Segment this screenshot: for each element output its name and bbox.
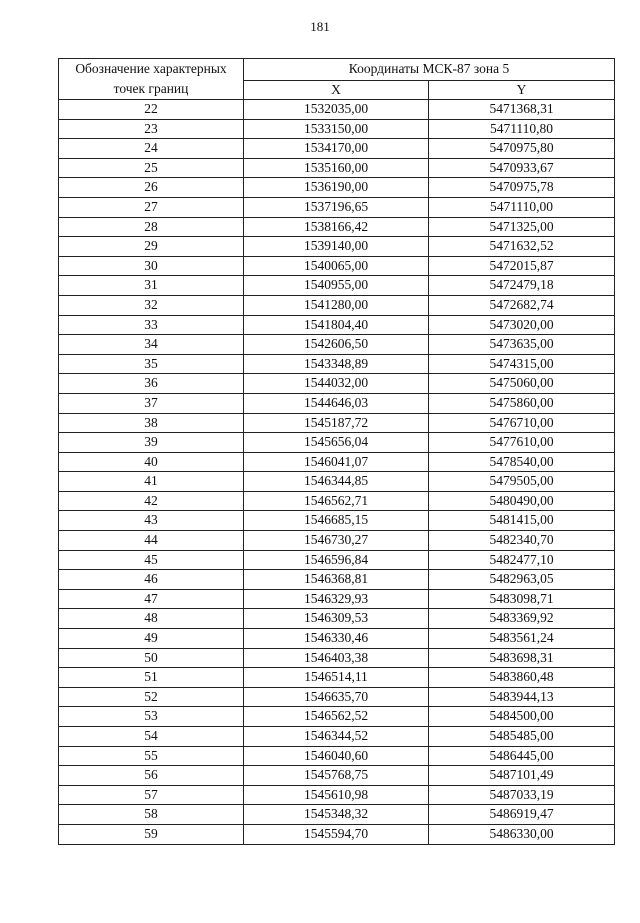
table-row	[59, 727, 615, 747]
x-coordinate-cell: 1546635,70	[244, 687, 429, 707]
y-coordinate-cell: 5483369,92	[429, 609, 615, 629]
table-row	[59, 805, 615, 825]
table-row	[59, 139, 615, 159]
y-coordinate-cell: 5480490,00	[429, 491, 615, 511]
table-row	[59, 766, 615, 786]
x-coordinate-cell: 1546344,85	[244, 472, 429, 492]
y-coordinate-cell: 5471325,00	[429, 217, 615, 237]
x-coordinate-cell: 1546344,52	[244, 727, 429, 747]
point-number-cell: 45	[59, 550, 244, 570]
x-coordinate-cell: 1546329,93	[244, 589, 429, 609]
x-coordinate-cell: 1545610,98	[244, 785, 429, 805]
y-coordinate-cell: 5475060,00	[429, 374, 615, 394]
point-number-cell: 25	[59, 158, 244, 178]
point-number-cell: 29	[59, 237, 244, 257]
point-number-cell: 32	[59, 295, 244, 315]
x-coordinate-cell: 1546041,07	[244, 452, 429, 472]
y-coordinate-cell: 5483860,48	[429, 668, 615, 688]
table-row	[59, 413, 615, 433]
point-number-cell: 56	[59, 766, 244, 786]
y-coordinate-cell: 5483561,24	[429, 629, 615, 649]
x-coordinate-cell: 1541280,00	[244, 295, 429, 315]
x-coordinate-cell: 1544032,00	[244, 374, 429, 394]
table-row	[59, 491, 615, 511]
y-coordinate-cell: 5483944,13	[429, 687, 615, 707]
table-row	[59, 648, 615, 668]
table-body	[59, 100, 615, 845]
point-number-cell: 40	[59, 452, 244, 472]
point-number-cell: 39	[59, 433, 244, 453]
point-number-cell: 28	[59, 217, 244, 237]
point-number-cell: 27	[59, 197, 244, 217]
point-number-cell: 44	[59, 531, 244, 551]
table-row	[59, 707, 615, 727]
header-y: Y	[429, 80, 615, 99]
y-coordinate-cell: 5471368,31	[429, 100, 615, 120]
point-number-cell: 54	[59, 727, 244, 747]
y-coordinate-cell: 5472479,18	[429, 276, 615, 296]
table-row	[59, 550, 615, 570]
header-x: X	[244, 80, 429, 99]
x-coordinate-cell: 1546368,81	[244, 570, 429, 590]
y-coordinate-cell: 5482963,05	[429, 570, 615, 590]
table-row	[59, 197, 615, 217]
table-row	[59, 315, 615, 335]
x-coordinate-cell: 1534170,00	[244, 139, 429, 159]
y-coordinate-cell: 5479505,00	[429, 472, 615, 492]
x-coordinate-cell: 1546562,52	[244, 707, 429, 727]
y-coordinate-cell: 5471110,00	[429, 197, 615, 217]
x-coordinate-cell: 1545187,72	[244, 413, 429, 433]
y-coordinate-cell: 5471632,52	[429, 237, 615, 257]
table-header	[59, 59, 615, 100]
x-coordinate-cell: 1545768,75	[244, 766, 429, 786]
header-point-label-line2: точек границ	[113, 81, 189, 96]
y-coordinate-cell: 5471110,80	[429, 119, 615, 139]
point-number-cell: 36	[59, 374, 244, 394]
x-coordinate-cell: 1546514,11	[244, 668, 429, 688]
point-number-cell: 53	[59, 707, 244, 727]
point-number-cell: 30	[59, 256, 244, 276]
point-number-cell: 37	[59, 393, 244, 413]
table-row	[59, 589, 615, 609]
y-coordinate-cell: 5473635,00	[429, 335, 615, 355]
y-coordinate-cell: 5487033,19	[429, 785, 615, 805]
x-coordinate-cell: 1541804,40	[244, 315, 429, 335]
y-coordinate-cell: 5476710,00	[429, 413, 615, 433]
table-row	[59, 433, 615, 453]
x-coordinate-cell: 1546562,71	[244, 491, 429, 511]
x-coordinate-cell: 1536190,00	[244, 178, 429, 198]
x-coordinate-cell: 1546596,84	[244, 550, 429, 570]
point-number-cell: 24	[59, 139, 244, 159]
point-number-cell: 46	[59, 570, 244, 590]
table-row	[59, 824, 615, 844]
y-coordinate-cell: 5478540,00	[429, 452, 615, 472]
coordinates-table	[58, 58, 615, 845]
x-coordinate-cell: 1545594,70	[244, 824, 429, 844]
point-number-cell: 34	[59, 335, 244, 355]
y-coordinate-cell: 5483698,31	[429, 648, 615, 668]
y-coordinate-cell: 5470975,80	[429, 139, 615, 159]
header-point-label	[59, 59, 244, 100]
point-number-cell: 33	[59, 315, 244, 335]
table-row	[59, 452, 615, 472]
y-coordinate-cell: 5474315,00	[429, 354, 615, 374]
table-row	[59, 687, 615, 707]
point-number-cell: 48	[59, 609, 244, 629]
y-coordinate-cell: 5470975,78	[429, 178, 615, 198]
point-number-cell: 38	[59, 413, 244, 433]
table-row	[59, 100, 615, 120]
x-coordinate-cell: 1546040,60	[244, 746, 429, 766]
y-coordinate-cell: 5472682,74	[429, 295, 615, 315]
x-coordinate-cell: 1544646,03	[244, 393, 429, 413]
point-number-cell: 50	[59, 648, 244, 668]
table-row	[59, 295, 615, 315]
point-number-cell: 43	[59, 511, 244, 531]
y-coordinate-cell: 5473020,00	[429, 315, 615, 335]
point-number-cell: 52	[59, 687, 244, 707]
y-coordinate-cell: 5477610,00	[429, 433, 615, 453]
table-row	[59, 256, 615, 276]
table-row	[59, 609, 615, 629]
y-coordinate-cell: 5481415,00	[429, 511, 615, 531]
point-number-cell: 55	[59, 746, 244, 766]
point-number-cell: 58	[59, 805, 244, 825]
x-coordinate-cell: 1542606,50	[244, 335, 429, 355]
x-coordinate-cell: 1540955,00	[244, 276, 429, 296]
point-number-cell: 22	[59, 100, 244, 120]
x-coordinate-cell: 1546730,27	[244, 531, 429, 551]
table-row	[59, 668, 615, 688]
x-coordinate-cell: 1546685,15	[244, 511, 429, 531]
y-coordinate-cell: 5485485,00	[429, 727, 615, 747]
point-number-cell: 47	[59, 589, 244, 609]
table-row	[59, 374, 615, 394]
table-row	[59, 531, 615, 551]
y-coordinate-cell: 5486919,47	[429, 805, 615, 825]
point-number-cell: 35	[59, 354, 244, 374]
table-row	[59, 785, 615, 805]
x-coordinate-cell: 1546309,53	[244, 609, 429, 629]
page-number: 181	[310, 19, 330, 34]
x-coordinate-cell: 1545348,32	[244, 805, 429, 825]
x-coordinate-cell: 1537196,65	[244, 197, 429, 217]
table-row	[59, 629, 615, 649]
y-coordinate-cell: 5486445,00	[429, 746, 615, 766]
y-coordinate-cell: 5470933,67	[429, 158, 615, 178]
point-number-cell: 42	[59, 491, 244, 511]
table-row	[59, 472, 615, 492]
table-row	[59, 119, 615, 139]
point-number-cell: 31	[59, 276, 244, 296]
table-row	[59, 354, 615, 374]
table-row	[59, 237, 615, 257]
y-coordinate-cell: 5483098,71	[429, 589, 615, 609]
y-coordinate-cell: 5475860,00	[429, 393, 615, 413]
x-coordinate-cell: 1545656,04	[244, 433, 429, 453]
table-row	[59, 335, 615, 355]
table-row	[59, 511, 615, 531]
y-coordinate-cell: 5484500,00	[429, 707, 615, 727]
header-point-label-line1: Обозначение характерных	[75, 61, 227, 76]
point-number-cell: 49	[59, 629, 244, 649]
point-number-cell: 23	[59, 119, 244, 139]
point-number-cell: 57	[59, 785, 244, 805]
x-coordinate-cell: 1535160,00	[244, 158, 429, 178]
table-row	[59, 158, 615, 178]
point-number-cell: 41	[59, 472, 244, 492]
header-coordinates-group: Координаты МСК-87 зона 5	[244, 59, 615, 81]
table-row	[59, 217, 615, 237]
table-row	[59, 570, 615, 590]
table-row	[59, 178, 615, 198]
x-coordinate-cell: 1538166,42	[244, 217, 429, 237]
point-number-cell: 26	[59, 178, 244, 198]
table-row	[59, 393, 615, 413]
x-coordinate-cell: 1532035,00	[244, 100, 429, 120]
y-coordinate-cell: 5472015,87	[429, 256, 615, 276]
x-coordinate-cell: 1546403,38	[244, 648, 429, 668]
table-row	[59, 276, 615, 296]
x-coordinate-cell: 1546330,46	[244, 629, 429, 649]
point-number-cell: 59	[59, 824, 244, 844]
x-coordinate-cell: 1540065,00	[244, 256, 429, 276]
y-coordinate-cell: 5486330,00	[429, 824, 615, 844]
x-coordinate-cell: 1543348,89	[244, 354, 429, 374]
point-number-cell: 51	[59, 668, 244, 688]
table-row	[59, 746, 615, 766]
y-coordinate-cell: 5487101,49	[429, 766, 615, 786]
x-coordinate-cell: 1533150,00	[244, 119, 429, 139]
y-coordinate-cell: 5482340,70	[429, 531, 615, 551]
y-coordinate-cell: 5482477,10	[429, 550, 615, 570]
x-coordinate-cell: 1539140,00	[244, 237, 429, 257]
